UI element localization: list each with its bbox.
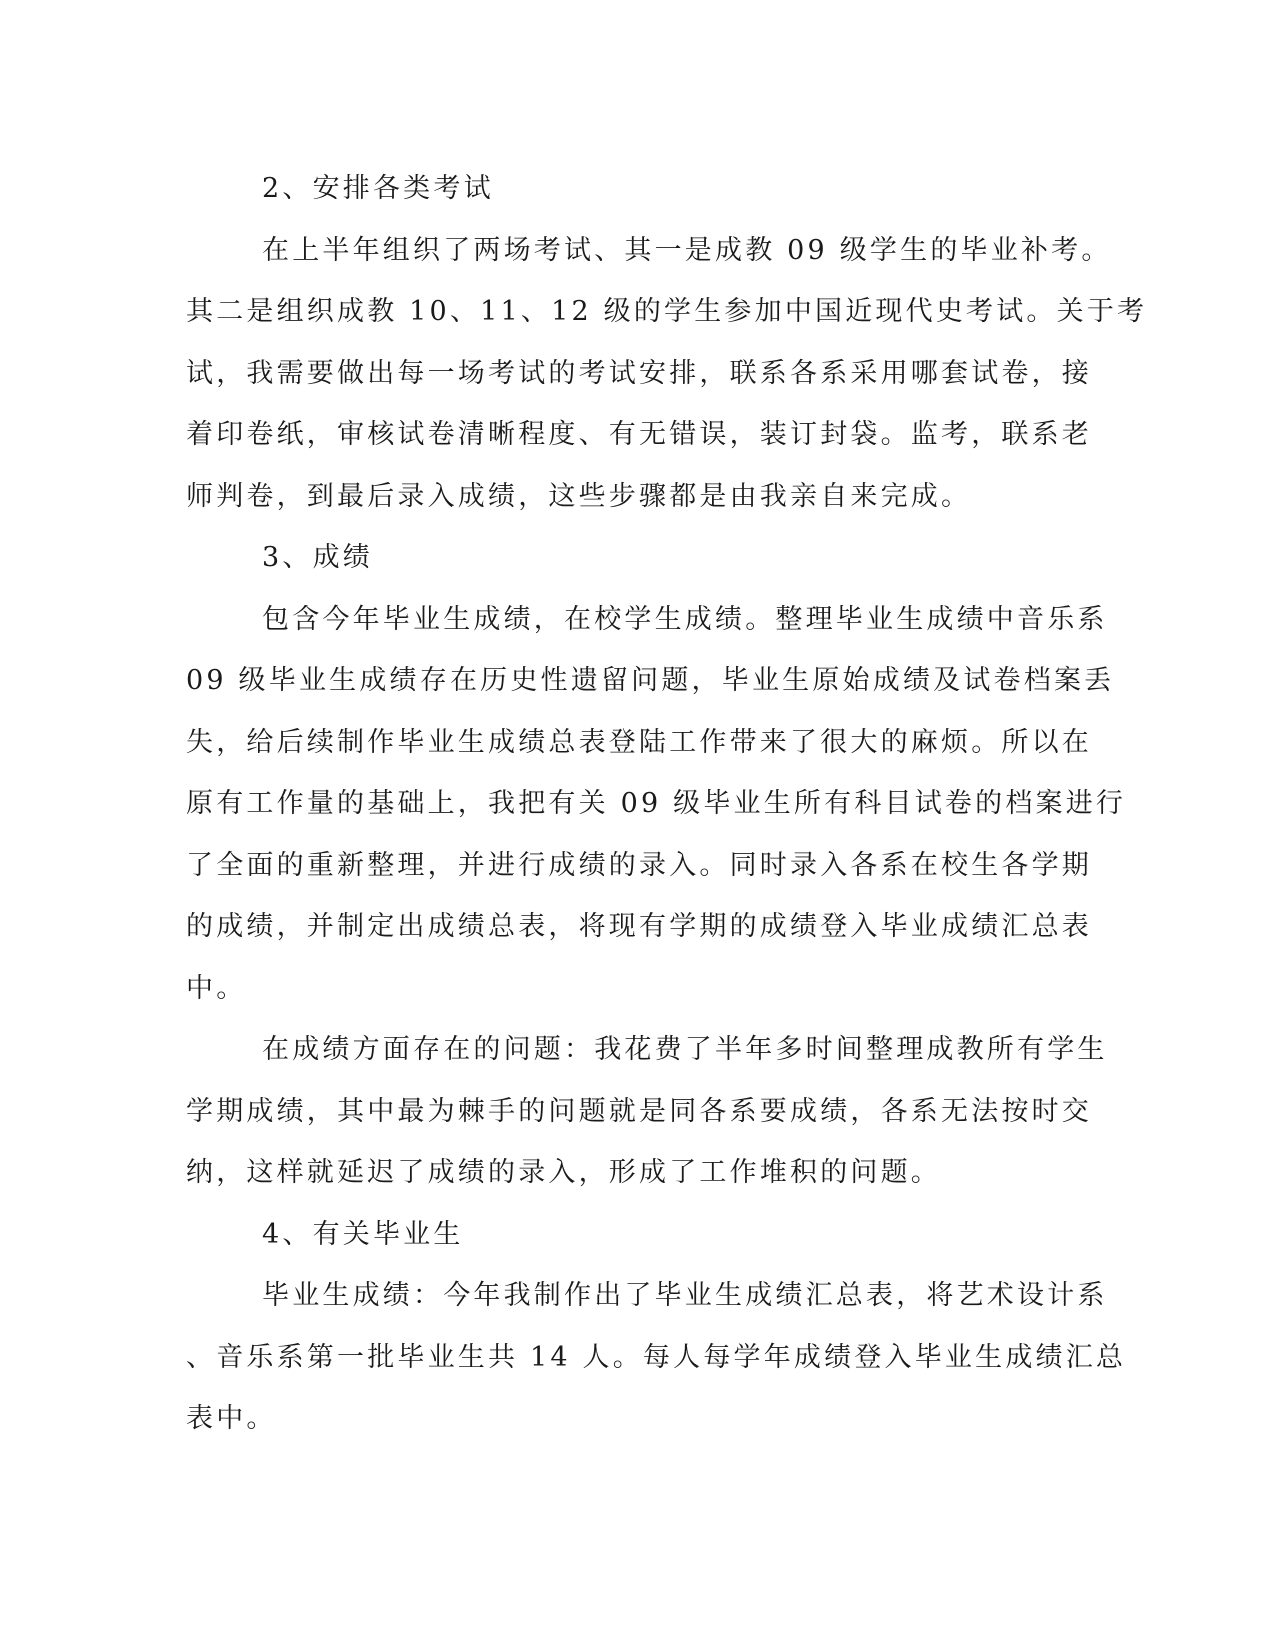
paragraph-line: 、音乐系第一批毕业生共 14 人。每人每学年成绩登入毕业生成绩汇总 [186,1341,1127,1373]
paragraph-line: 着印卷纸，审核试卷清晰程度、有无错误，装订封袋。监考，联系老 [186,419,1092,450]
paragraph-line: 其二是组织成教 10、11、12 级的学生参加中国近现代史考试。关于考 [186,296,1148,327]
paragraph-line: 表中。 [186,1403,277,1434]
document-page [186,158,1148,1450]
paragraph-line: 在上半年组织了两场考试、其一是成教 09 级学生的毕业补考。 [262,234,1112,266]
paragraph-line: 了全面的重新整理，并进行成绩的录入。同时录入各系在校生各学期 [186,849,1092,881]
section-heading-graduates: 4、有关毕业生 [262,1218,464,1250]
paragraph-line: 包含今年毕业生成绩，在校学生成绩。整理毕业生成绩中音乐系 [262,603,1108,635]
paragraph-line: 师判卷，到最后录入成绩，这些步骤都是由我亲自来完成。 [186,480,972,512]
paragraph-line: 纳，这样就延迟了成绩的录入，形成了工作堆积的问题。 [186,1157,941,1188]
paragraph-line: 中。 [186,972,247,1004]
paragraph-line: 毕业生成绩：今年我制作出了毕业生成绩汇总表，将艺术设计系 [262,1280,1108,1311]
paragraph-line: 的成绩，并制定出成绩总表，将现有学期的成绩登入毕业成绩汇总表 [186,911,1092,942]
paragraph-line: 试，我需要做出每一场考试的考试安排，联系各系采用哪套试卷，接 [186,357,1092,389]
section-heading-exams: 2、安排各类考试 [262,173,494,204]
paragraph-line: 在成绩方面存在的问题：我花费了半年多时间整理成教所有学生 [262,1034,1108,1065]
paragraph-line: 原有工作量的基础上，我把有关 09 级毕业生所有科目试卷的档案进行 [186,788,1127,819]
paragraph-line: 09 级毕业生成绩存在历史性遗留问题，毕业生原始成绩及试卷档案丢 [186,665,1115,696]
paragraph-line: 失，给后续制作毕业生成绩总表登陆工作带来了很大的麻烦。所以在 [186,726,1092,758]
paragraph-line: 学期成绩，其中最为棘手的问题就是同各系要成绩，各系无法按时交 [186,1095,1092,1127]
section-heading-grades: 3、成绩 [262,542,373,573]
